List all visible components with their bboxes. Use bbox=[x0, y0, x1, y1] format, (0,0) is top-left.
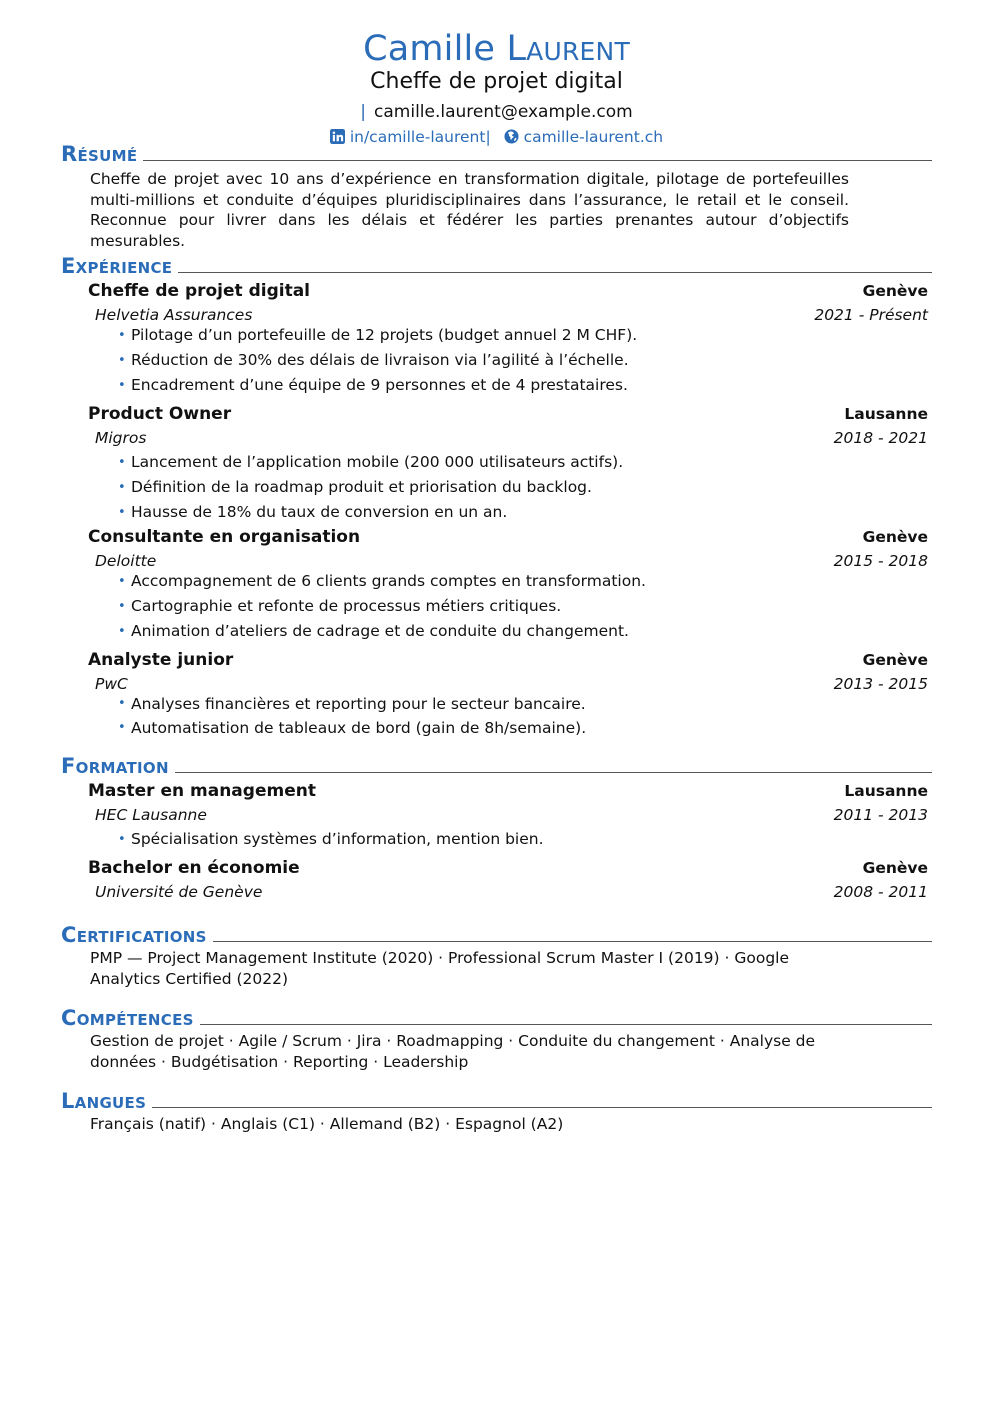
experience-entry bbox=[88, 648, 928, 740]
entry-role: Consultante en organisation bbox=[88, 527, 361, 547]
entry-company: PwC bbox=[95, 675, 128, 693]
list-item: • Cartographie et refonte de processus métiers critiques. bbox=[118, 594, 928, 619]
section-header bbox=[61, 1088, 932, 1114]
list-item: • Pilotage d’un portefeuille de 12 projets (budget annuel 2 M CHF). bbox=[118, 323, 928, 348]
list-item: • Définition de la roadmap produit et priorisation du backlog. bbox=[118, 475, 928, 500]
experience-entry bbox=[88, 402, 928, 525]
email-link[interactable]: camille.laurent@example.com bbox=[374, 102, 633, 122]
list-item: • Spécialisation systèmes d’information, mention bien. bbox=[118, 827, 928, 852]
section-title: Certifications bbox=[61, 922, 213, 948]
section-header bbox=[61, 753, 932, 779]
section-header bbox=[61, 1005, 932, 1031]
skills-text: Gestion de projet · Agile / Scrum · Jira · Roadmapping · Conduite du changement · Analyse de données · Budgétisation · Reporting · Leadership bbox=[90, 1032, 816, 1071]
entry-location: Lausanne bbox=[844, 405, 928, 423]
entry-company: Helvetia Assurances bbox=[95, 306, 253, 324]
entry-school: HEC Lausanne bbox=[95, 806, 207, 824]
section-rule bbox=[61, 272, 932, 273]
section-title: Compétences bbox=[61, 1005, 200, 1031]
list-item: • Analyses financières et reporting pour le secteur bancaire. bbox=[118, 692, 928, 716]
section-header bbox=[61, 141, 932, 167]
certifications-text: PMP — Project Management Institute (2020) · Professional Scrum Master I (2019) · Google Analytics Certified (2022) bbox=[90, 949, 790, 988]
skills-section bbox=[61, 1005, 932, 1072]
experience-section bbox=[61, 253, 932, 740]
section-title: Expérience bbox=[61, 253, 178, 279]
entry-location: Genève bbox=[862, 651, 928, 669]
section-rule bbox=[61, 772, 932, 773]
list-item: • Réduction de 30% des délais de livraison via l’agilité à l’échelle. bbox=[118, 348, 928, 373]
entry-role: Analyste junior bbox=[88, 650, 234, 670]
list-item: • Lancement de l’application mobile (200 000 utilisateurs actifs). bbox=[118, 450, 928, 475]
section-rule bbox=[61, 1107, 932, 1108]
entry-school: Université de Genève bbox=[95, 883, 263, 901]
website-link[interactable]: camille-laurent.ch bbox=[523, 128, 664, 146]
summary-text: Cheffe de projet avec 10 ans d’expérience en transformation digitale, pilotage de portefeuilles multi-millions et conduite d’équipes pluridisciplinaires dans l’assurance, le retail et le conseil. Reconnue pour livrer dans les délais et fédérer les parties prenantes autour d’objectifs mesurables. bbox=[90, 170, 849, 250]
experience-entry bbox=[88, 279, 928, 398]
summary-section bbox=[61, 141, 932, 251]
education-entry bbox=[88, 779, 928, 852]
contact-line bbox=[0, 100, 993, 124]
languages-text: Français (natif) · Anglais (C1) · Allemand (B2) · Espagnol (A2) bbox=[90, 1115, 564, 1133]
entry-location: Genève bbox=[862, 528, 928, 546]
list-item: • Hausse de 18% du taux de conversion en un an. bbox=[118, 500, 928, 525]
entry-dates: 2021 - Présent bbox=[814, 306, 928, 324]
entry-location: Genève bbox=[862, 282, 928, 300]
section-title: Résumé bbox=[61, 141, 143, 167]
certifications-section bbox=[61, 922, 932, 989]
section-title: Formation bbox=[61, 753, 175, 779]
education-entry bbox=[88, 856, 928, 904]
candidate-name bbox=[0, 30, 993, 68]
entry-bullets bbox=[118, 692, 928, 740]
separator: | bbox=[360, 102, 367, 122]
list-item: • Encadrement d’une équipe de 9 personnes et de 4 prestataires. bbox=[118, 373, 928, 398]
first-name: Camille bbox=[363, 29, 496, 69]
list-item: • Accompagnement de 6 clients grands comptes en transformation. bbox=[118, 569, 928, 594]
entry-bullets bbox=[118, 569, 928, 644]
entry-dates: 2011 - 2013 bbox=[833, 806, 928, 824]
experience-entry bbox=[88, 525, 928, 644]
entry-dates: 2008 - 2011 bbox=[833, 883, 928, 901]
entry-degree: Bachelor en économie bbox=[88, 858, 300, 878]
entry-location: Lausanne bbox=[844, 782, 928, 800]
section-header bbox=[61, 253, 932, 279]
entry-role: Product Owner bbox=[88, 404, 232, 424]
job-title: Cheffe de projet digital bbox=[370, 69, 623, 94]
languages-section bbox=[61, 1088, 932, 1135]
section-title: Langues bbox=[61, 1088, 152, 1114]
entry-dates: 2013 - 2015 bbox=[833, 675, 928, 693]
list-item: • Animation d’ateliers de cadrage et de conduite du changement. bbox=[118, 619, 928, 644]
resume-header bbox=[0, 30, 993, 150]
last-name: Laurent bbox=[506, 29, 630, 69]
entry-bullets bbox=[118, 450, 928, 525]
entry-company: Migros bbox=[95, 429, 147, 447]
list-item: • Automatisation de tableaux de bord (gain de 8h/semaine). bbox=[118, 716, 928, 740]
entry-bullets bbox=[118, 827, 928, 852]
entry-bullets bbox=[118, 323, 928, 398]
entry-dates: 2015 - 2018 bbox=[833, 552, 928, 570]
section-header bbox=[61, 922, 932, 948]
education-section bbox=[61, 753, 932, 904]
linkedin-link[interactable]: in/camille-laurent bbox=[349, 128, 486, 146]
entry-role: Cheffe de projet digital bbox=[88, 281, 310, 301]
entry-degree: Master en management bbox=[88, 781, 316, 801]
entry-location: Genève bbox=[862, 859, 928, 877]
entry-company: Deloitte bbox=[95, 552, 157, 570]
section-rule bbox=[61, 160, 932, 161]
entry-dates: 2018 - 2021 bbox=[833, 429, 928, 447]
separator: | bbox=[485, 128, 491, 146]
